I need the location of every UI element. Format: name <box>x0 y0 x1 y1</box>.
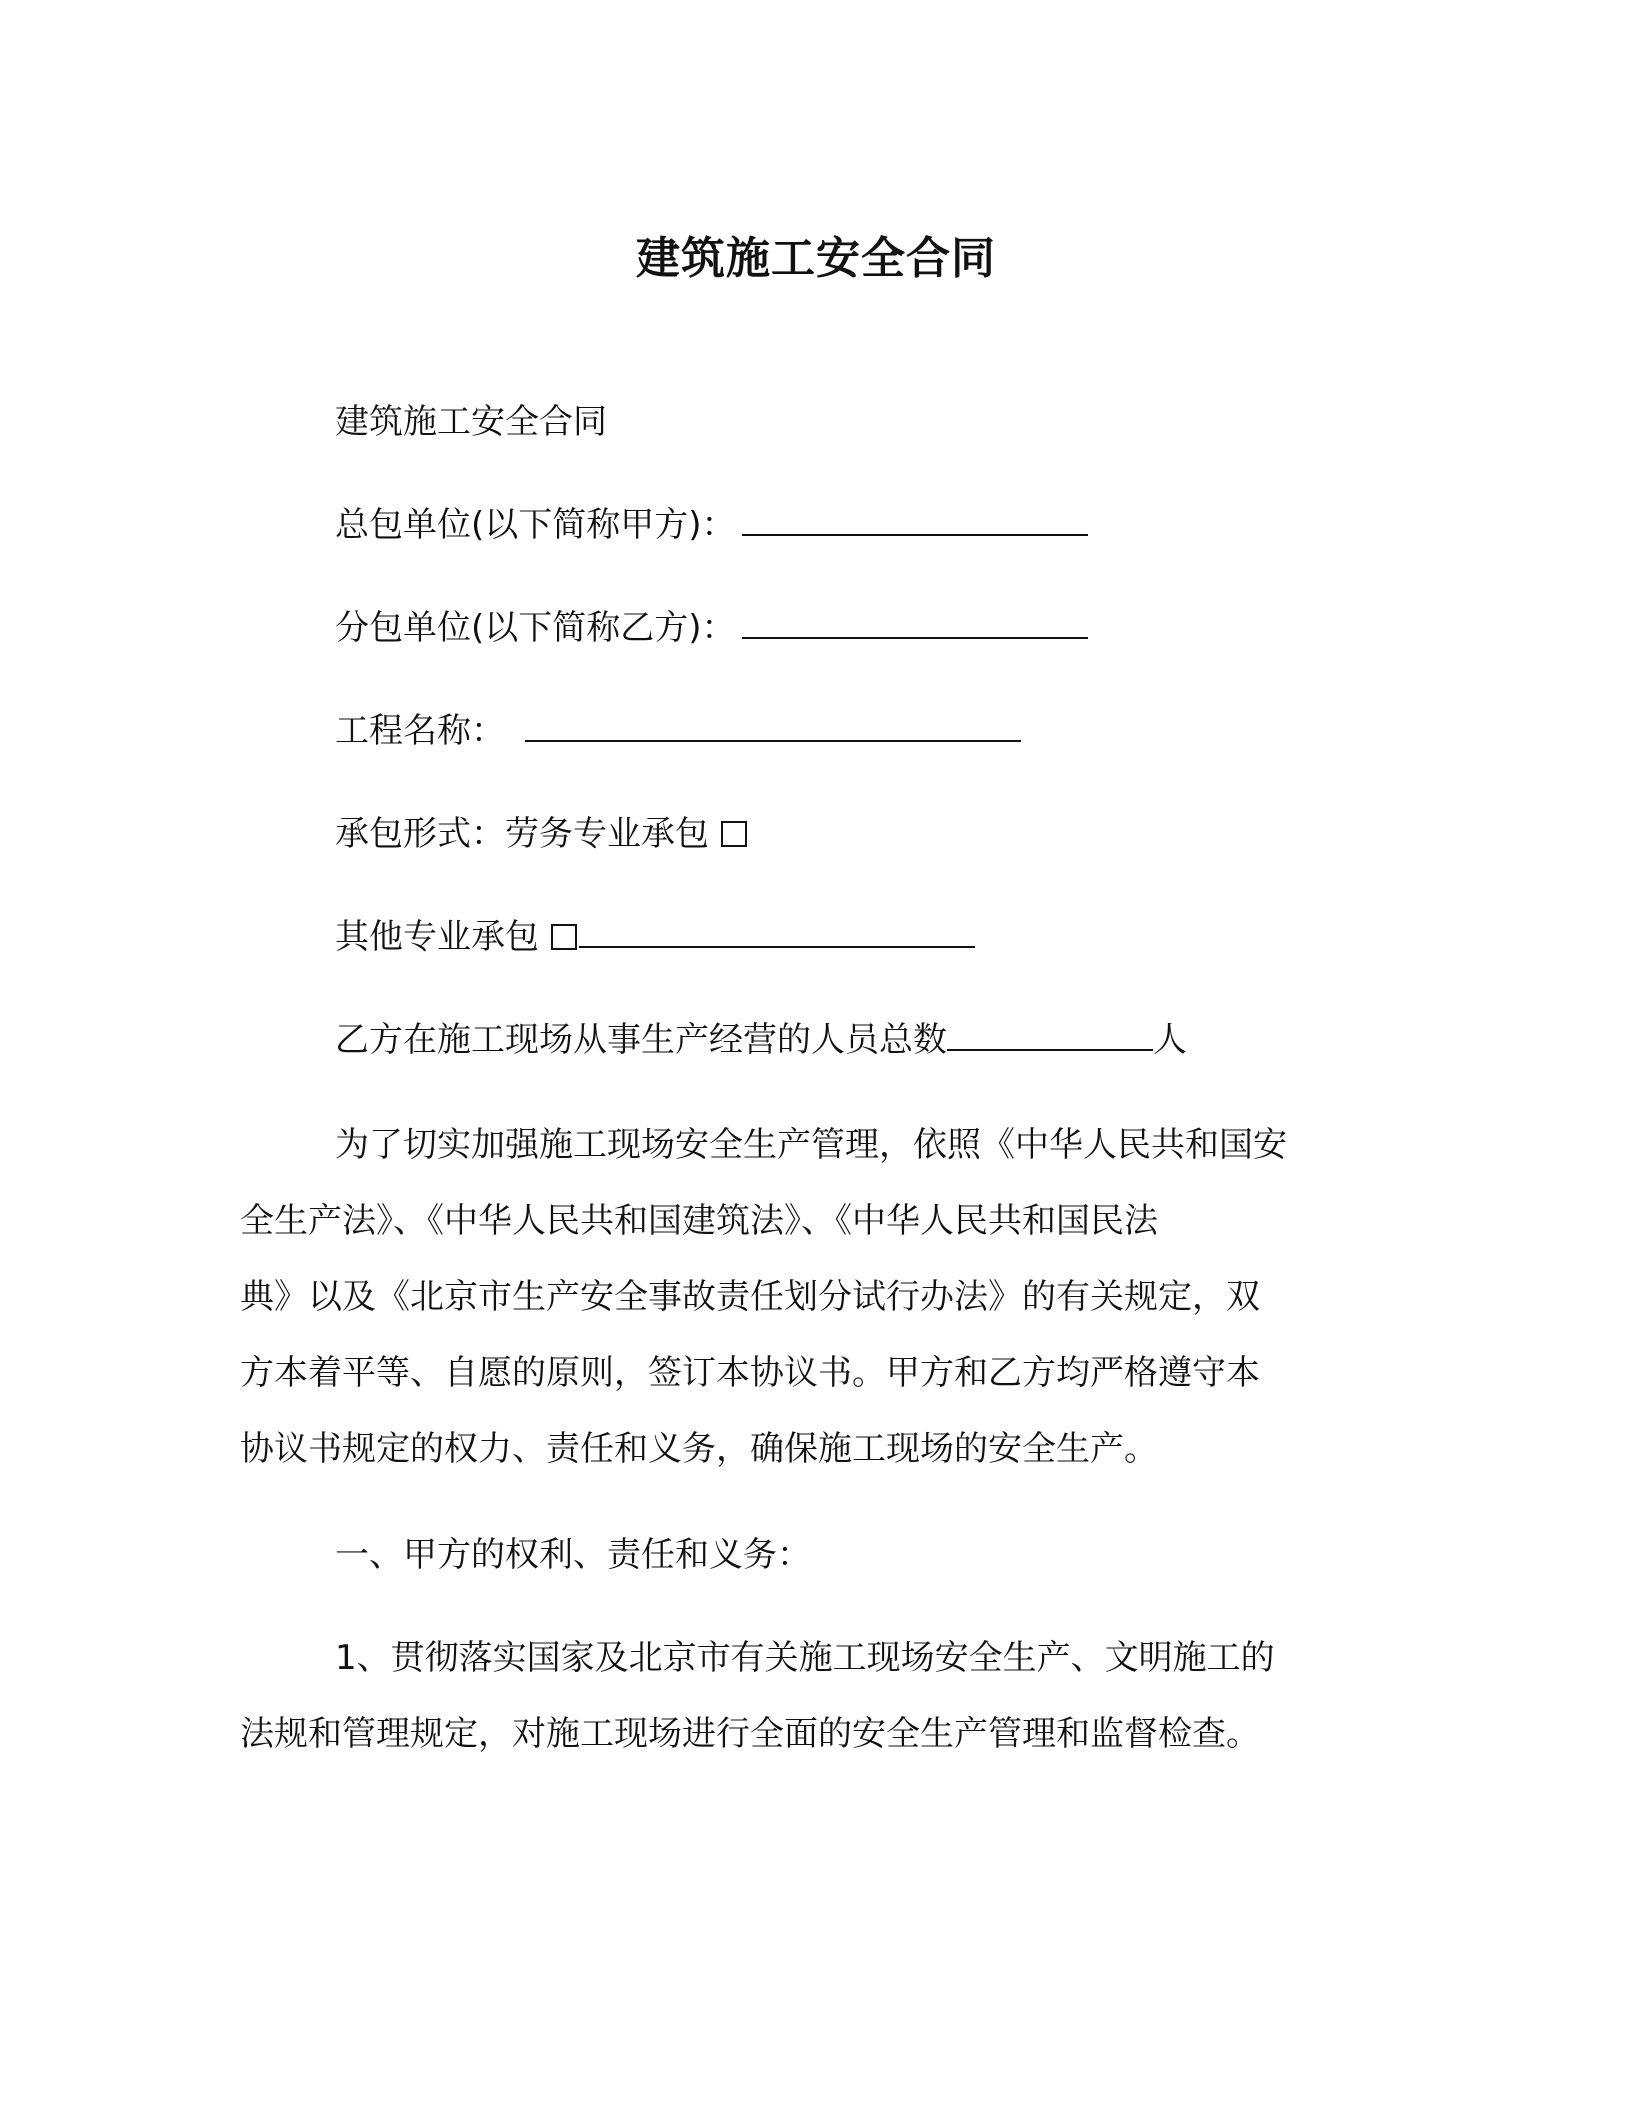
intro-line-5: 协议书规定的权力、责任和义务，确保施工现场的安全生产。 <box>240 1429 1158 1469</box>
labor-contract-checkbox[interactable] <box>721 821 747 847</box>
document-subtitle: 建筑施工安全合同 <box>335 402 607 442</box>
party-a-field <box>335 503 1088 547</box>
headcount-label: 乙方在施工现场从事生产经营的人员总数 <box>335 1020 947 1060</box>
party-b-blank[interactable] <box>742 607 1088 639</box>
headcount-unit: 人 <box>1153 1020 1187 1060</box>
other-form-label: 其他专业承包 <box>335 917 539 957</box>
intro-line-3: 典》以及《北京市生产安全事故责任划分试行办法》的有关规定，双 <box>240 1277 1260 1317</box>
party-a-blank[interactable] <box>742 504 1088 536</box>
project-name-blank[interactable] <box>525 710 1021 742</box>
other-form-blank[interactable] <box>579 916 975 948</box>
other-form-field <box>335 915 975 959</box>
headcount-blank[interactable] <box>947 1019 1153 1051</box>
project-name-label: 工程名称： <box>335 711 505 751</box>
intro-line-4: 方本着平等、自愿的原则，签订本协议书。甲方和乙方均严格遵守本 <box>240 1353 1260 1393</box>
clause-1-line-2: 法规和管理规定，对施工现场进行全面的安全生产管理和监督检查。 <box>240 1714 1260 1754</box>
party-a-label: 总包单位(以下简称甲方)： <box>335 505 736 545</box>
party-b-label: 分包单位(以下简称乙方)： <box>335 608 736 648</box>
project-name-field <box>335 709 1021 753</box>
section-1-heading: 一、甲方的权利、责任和义务： <box>335 1535 811 1575</box>
intro-line-2: 全生产法》、《中华人民共和国建筑法》、《中华人民共和国民法 <box>240 1201 1158 1241</box>
intro-line-1: 为了切实加强施工现场安全生产管理，依照《中华人民共和国安 <box>335 1125 1287 1165</box>
other-contract-checkbox[interactable] <box>551 924 577 950</box>
party-b-field <box>335 606 1088 650</box>
headcount-field <box>335 1018 1187 1062</box>
document-title: 建筑施工安全合同 <box>636 233 996 284</box>
contract-form-field <box>335 812 747 856</box>
contract-form-label: 承包形式：劳务专业承包 <box>335 814 709 854</box>
clause-1-line-1: 1、贯彻落实国家及北京市有关施工现场安全生产、文明施工的 <box>335 1638 1275 1678</box>
